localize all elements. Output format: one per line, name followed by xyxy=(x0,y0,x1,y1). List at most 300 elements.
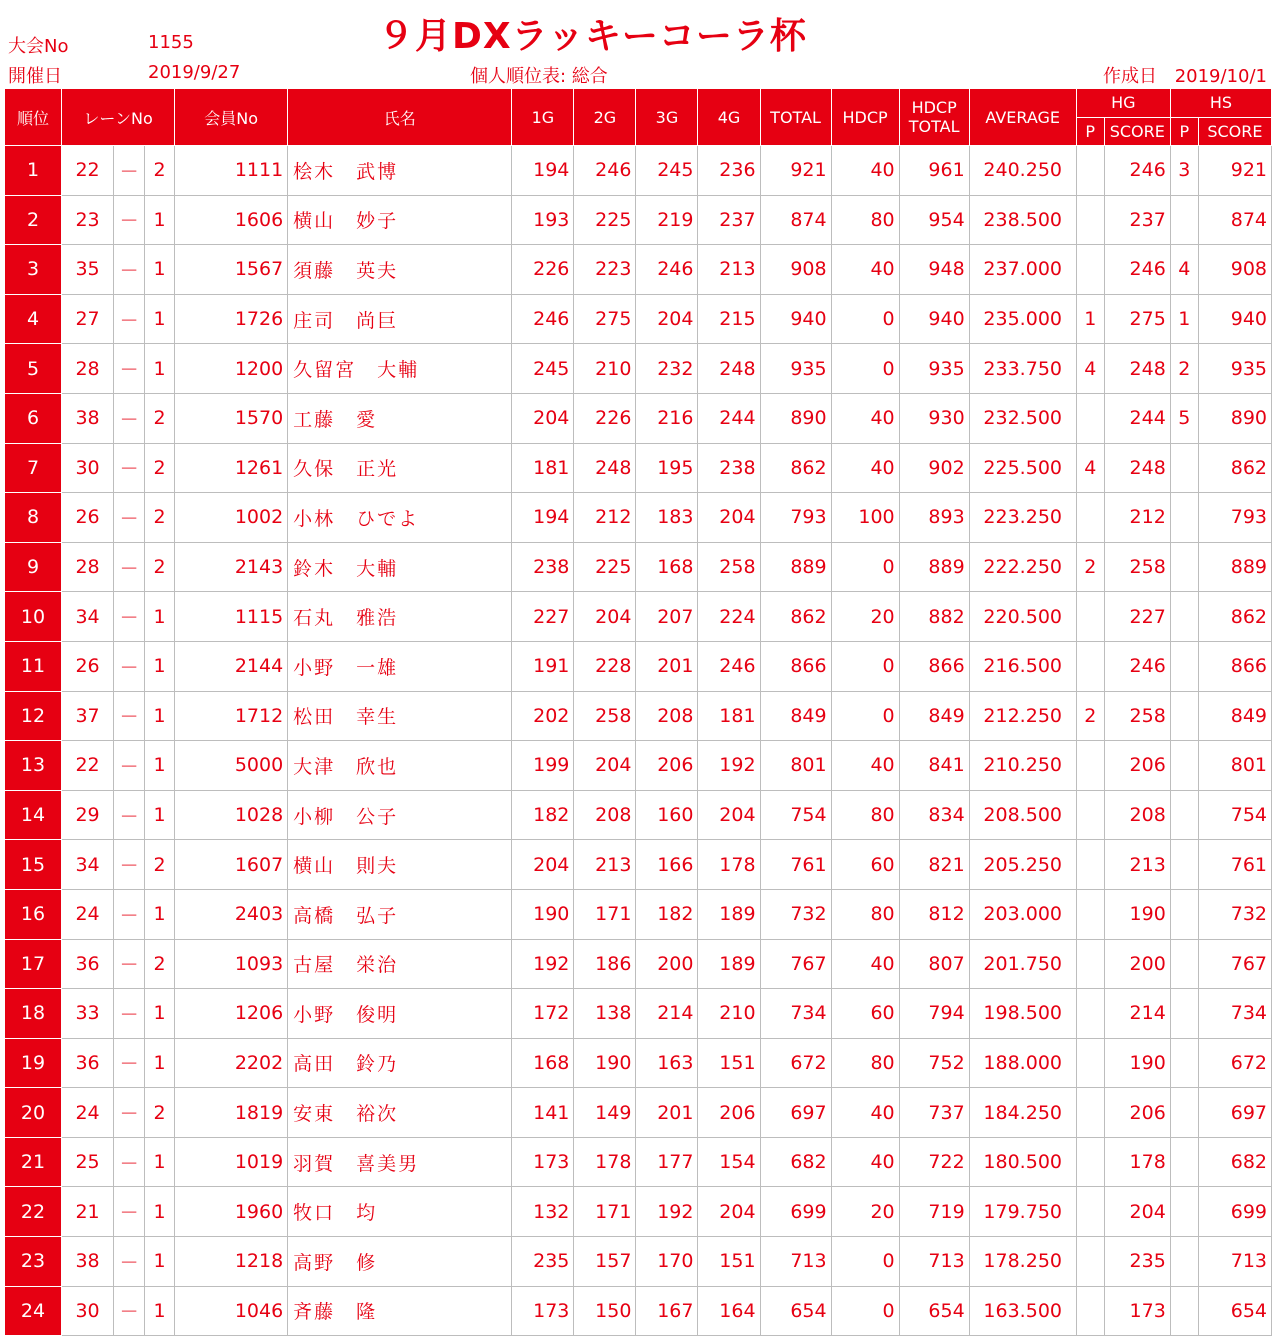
hs-score-cell: 754 xyxy=(1198,790,1271,840)
hg-score-cell: 212 xyxy=(1104,493,1170,543)
hdcp-total-cell: 841 xyxy=(899,741,969,791)
table-row xyxy=(5,741,1272,791)
hg-p-cell xyxy=(1076,1038,1104,1088)
game4-cell: 224 xyxy=(698,592,760,642)
rank-cell: 8 xyxy=(5,493,62,543)
total-cell: 935 xyxy=(760,344,831,394)
rank-cell: 18 xyxy=(5,989,62,1039)
hdcp-total-cell: 794 xyxy=(899,989,969,1039)
hg-score-cell: 204 xyxy=(1104,1187,1170,1237)
hs-p-cell xyxy=(1170,1237,1198,1287)
hs-score-cell: 697 xyxy=(1198,1088,1271,1138)
hg-score-cell: 237 xyxy=(1104,195,1170,245)
lane-a-cell: 38 xyxy=(62,393,114,443)
hg-p-cell xyxy=(1076,1137,1104,1187)
total-cell: 921 xyxy=(760,146,831,196)
lane-dash: － xyxy=(114,790,145,840)
hs-score-cell: 761 xyxy=(1198,840,1271,890)
hdcp-cell: 0 xyxy=(831,294,899,344)
hdcp-total-cell: 654 xyxy=(899,1286,969,1336)
hs-score-cell: 654 xyxy=(1198,1286,1271,1336)
name-cell: 牧口 均 xyxy=(288,1187,512,1237)
rank-cell: 19 xyxy=(5,1038,62,1088)
game2-cell: 171 xyxy=(574,1187,636,1237)
game3-cell: 160 xyxy=(636,790,698,840)
total-cell: 734 xyxy=(760,989,831,1039)
hs-p-cell xyxy=(1170,989,1198,1039)
hs-score-cell: 849 xyxy=(1198,691,1271,741)
member-no-cell: 1200 xyxy=(175,344,288,394)
lane-dash: － xyxy=(114,840,145,890)
game2-cell: 178 xyxy=(574,1137,636,1187)
name-cell: 古屋 栄治 xyxy=(288,939,512,989)
game1-cell: 190 xyxy=(512,889,574,939)
hs-score-cell: 713 xyxy=(1198,1237,1271,1287)
total-cell: 874 xyxy=(760,195,831,245)
hdcp-cell: 0 xyxy=(831,1237,899,1287)
created-date-block xyxy=(1103,62,1267,88)
name-cell: 高橋 弘子 xyxy=(288,889,512,939)
table-row xyxy=(5,1286,1272,1336)
game1-cell: 245 xyxy=(512,344,574,394)
total-cell: 793 xyxy=(760,493,831,543)
hs-p-cell xyxy=(1170,493,1198,543)
average-cell: 179.750 xyxy=(969,1187,1076,1237)
hdcp-cell: 20 xyxy=(831,592,899,642)
lane-a-cell: 22 xyxy=(62,741,114,791)
game2-cell: 258 xyxy=(574,691,636,741)
lane-dash: － xyxy=(114,1237,145,1287)
name-cell: 斉藤 隆 xyxy=(288,1286,512,1336)
hg-p-cell xyxy=(1076,939,1104,989)
game1-cell: 204 xyxy=(512,840,574,890)
game1-cell: 181 xyxy=(512,443,574,493)
game2-cell: 171 xyxy=(574,889,636,939)
hs-p-cell xyxy=(1170,1137,1198,1187)
lane-b-cell: 2 xyxy=(145,443,175,493)
game2-cell: 212 xyxy=(574,493,636,543)
name-cell: 高野 修 xyxy=(288,1237,512,1287)
hs-score-cell: 672 xyxy=(1198,1038,1271,1088)
name-cell: 久保 正光 xyxy=(288,443,512,493)
game4-cell: 189 xyxy=(698,939,760,989)
hg-p-cell xyxy=(1076,989,1104,1039)
table-row xyxy=(5,393,1272,443)
name-cell: 小野 一雄 xyxy=(288,641,512,691)
game1-cell: 172 xyxy=(512,989,574,1039)
lane-a-cell: 36 xyxy=(62,1038,114,1088)
game2-cell: 223 xyxy=(574,245,636,295)
lane-b-cell: 2 xyxy=(145,939,175,989)
hdcp-cell: 40 xyxy=(831,393,899,443)
hdcp-total-cell: 737 xyxy=(899,1088,969,1138)
table-row xyxy=(5,1038,1272,1088)
date-label: 開催日 xyxy=(8,66,62,87)
lane-a-cell: 27 xyxy=(62,294,114,344)
hdcp-total-cell: 719 xyxy=(899,1187,969,1237)
hdcp-cell: 40 xyxy=(831,741,899,791)
hg-p-cell: 2 xyxy=(1076,542,1104,592)
lane-a-cell: 36 xyxy=(62,939,114,989)
hg-p-cell: 1 xyxy=(1076,294,1104,344)
hdcp-total-cell: 940 xyxy=(899,294,969,344)
col-hs-p: P xyxy=(1170,117,1198,146)
col-hg-p: P xyxy=(1076,117,1104,146)
average-cell: 232.500 xyxy=(969,393,1076,443)
average-cell: 198.500 xyxy=(969,989,1076,1039)
hg-p-cell xyxy=(1076,1088,1104,1138)
hdcp-cell: 0 xyxy=(831,641,899,691)
game2-cell: 204 xyxy=(574,592,636,642)
hs-p-cell xyxy=(1170,1088,1198,1138)
member-no-cell: 5000 xyxy=(175,741,288,791)
rank-cell: 17 xyxy=(5,939,62,989)
total-cell: 672 xyxy=(760,1038,831,1088)
hg-score-cell: 248 xyxy=(1104,344,1170,394)
game1-cell: 191 xyxy=(512,641,574,691)
table-body xyxy=(5,146,1272,1336)
member-no-cell: 1028 xyxy=(175,790,288,840)
hdcp-total-cell: 866 xyxy=(899,641,969,691)
lane-b-cell: 2 xyxy=(145,493,175,543)
hdcp-cell: 0 xyxy=(831,542,899,592)
rank-cell: 5 xyxy=(5,344,62,394)
col-1g: 1G xyxy=(512,89,574,146)
hg-score-cell: 246 xyxy=(1104,146,1170,196)
lane-b-cell: 1 xyxy=(145,1237,175,1287)
lane-a-cell: 34 xyxy=(62,592,114,642)
hs-score-cell: 866 xyxy=(1198,641,1271,691)
game4-cell: 210 xyxy=(698,989,760,1039)
game4-cell: 246 xyxy=(698,641,760,691)
lane-a-cell: 28 xyxy=(62,542,114,592)
game2-cell: 225 xyxy=(574,195,636,245)
event-date: 2019/9/27 xyxy=(148,62,241,83)
hg-score-cell: 190 xyxy=(1104,889,1170,939)
lane-a-cell: 26 xyxy=(62,641,114,691)
game3-cell: 192 xyxy=(636,1187,698,1237)
lane-a-cell: 25 xyxy=(62,1137,114,1187)
hg-p-cell xyxy=(1076,889,1104,939)
lane-dash: － xyxy=(114,393,145,443)
hg-p-cell xyxy=(1076,393,1104,443)
average-cell: 240.250 xyxy=(969,146,1076,196)
hg-p-cell xyxy=(1076,146,1104,196)
hdcp-total-cell: 930 xyxy=(899,393,969,443)
table-row xyxy=(5,790,1272,840)
lane-a-cell: 34 xyxy=(62,840,114,890)
hdcp-cell: 0 xyxy=(831,1286,899,1336)
lane-dash: － xyxy=(114,344,145,394)
member-no-cell: 1819 xyxy=(175,1088,288,1138)
hdcp-total-cell: 849 xyxy=(899,691,969,741)
tournament-no-label: 大会No xyxy=(8,36,69,57)
game3-cell: 207 xyxy=(636,592,698,642)
hdcp-cell: 40 xyxy=(831,443,899,493)
game4-cell: 204 xyxy=(698,790,760,840)
member-no-cell: 2143 xyxy=(175,542,288,592)
hg-score-cell: 178 xyxy=(1104,1137,1170,1187)
game2-cell: 150 xyxy=(574,1286,636,1336)
lane-dash: － xyxy=(114,989,145,1039)
hdcp-total-cell: 902 xyxy=(899,443,969,493)
game4-cell: 204 xyxy=(698,493,760,543)
lane-dash: － xyxy=(114,641,145,691)
average-cell: 233.750 xyxy=(969,344,1076,394)
lane-b-cell: 1 xyxy=(145,741,175,791)
created-date: 2019/10/1 xyxy=(1174,66,1267,87)
rank-cell: 13 xyxy=(5,741,62,791)
member-no-cell: 1206 xyxy=(175,989,288,1039)
average-cell: 201.750 xyxy=(969,939,1076,989)
game2-cell: 213 xyxy=(574,840,636,890)
game1-cell: 238 xyxy=(512,542,574,592)
total-cell: 713 xyxy=(760,1237,831,1287)
name-cell: 高田 鈴乃 xyxy=(288,1038,512,1088)
name-cell: 桧木 武博 xyxy=(288,146,512,196)
game1-cell: 226 xyxy=(512,245,574,295)
name-cell: 鈴木 大輔 xyxy=(288,542,512,592)
game3-cell: 201 xyxy=(636,641,698,691)
average-cell: 235.000 xyxy=(969,294,1076,344)
hdcp-total-cell: 954 xyxy=(899,195,969,245)
lane-b-cell: 1 xyxy=(145,1137,175,1187)
total-cell: 889 xyxy=(760,542,831,592)
lane-dash: － xyxy=(114,542,145,592)
lane-b-cell: 1 xyxy=(145,592,175,642)
rank-cell: 4 xyxy=(5,294,62,344)
lane-b-cell: 1 xyxy=(145,989,175,1039)
hg-p-cell xyxy=(1076,741,1104,791)
hg-score-cell: 200 xyxy=(1104,939,1170,989)
average-cell: 184.250 xyxy=(969,1088,1076,1138)
hdcp-cell: 80 xyxy=(831,1038,899,1088)
average-cell: 178.250 xyxy=(969,1237,1076,1287)
total-cell: 862 xyxy=(760,443,831,493)
member-no-cell: 1960 xyxy=(175,1187,288,1237)
rank-cell: 23 xyxy=(5,1237,62,1287)
member-no-cell: 1261 xyxy=(175,443,288,493)
page-subtitle: 個人順位表: 総合 xyxy=(470,66,608,87)
game1-cell: 194 xyxy=(512,493,574,543)
total-cell: 654 xyxy=(760,1286,831,1336)
lane-dash: － xyxy=(114,195,145,245)
hs-score-cell: 862 xyxy=(1198,443,1271,493)
col-total: TOTAL xyxy=(760,89,831,146)
hdcp-total-cell: 935 xyxy=(899,344,969,394)
game1-cell: 141 xyxy=(512,1088,574,1138)
total-cell: 697 xyxy=(760,1088,831,1138)
col-hdcp-total-line1: HDCP xyxy=(911,98,957,117)
lane-b-cell: 1 xyxy=(145,1038,175,1088)
game2-cell: 210 xyxy=(574,344,636,394)
lane-a-cell: 24 xyxy=(62,1088,114,1138)
game3-cell: 201 xyxy=(636,1088,698,1138)
game3-cell: 170 xyxy=(636,1237,698,1287)
game1-cell: 173 xyxy=(512,1286,574,1336)
game4-cell: 206 xyxy=(698,1088,760,1138)
game4-cell: 238 xyxy=(698,443,760,493)
game4-cell: 215 xyxy=(698,294,760,344)
hs-p-cell xyxy=(1170,1038,1198,1088)
hdcp-total-cell: 821 xyxy=(899,840,969,890)
member-no-cell: 1093 xyxy=(175,939,288,989)
game1-cell: 199 xyxy=(512,741,574,791)
hs-score-cell: 940 xyxy=(1198,294,1271,344)
col-hdcp-total xyxy=(899,89,969,146)
hg-p-cell xyxy=(1076,592,1104,642)
game3-cell: 182 xyxy=(636,889,698,939)
rank-cell: 3 xyxy=(5,245,62,295)
name-cell: 工藤 愛 xyxy=(288,393,512,443)
rank-cell: 16 xyxy=(5,889,62,939)
game1-cell: 192 xyxy=(512,939,574,989)
game4-cell: 244 xyxy=(698,393,760,443)
hdcp-cell: 60 xyxy=(831,989,899,1039)
hs-score-cell: 921 xyxy=(1198,146,1271,196)
hdcp-total-cell: 961 xyxy=(899,146,969,196)
hs-p-cell xyxy=(1170,195,1198,245)
game2-cell: 226 xyxy=(574,393,636,443)
hdcp-total-cell: 812 xyxy=(899,889,969,939)
lane-a-cell: 24 xyxy=(62,889,114,939)
hg-score-cell: 206 xyxy=(1104,1088,1170,1138)
lane-b-cell: 2 xyxy=(145,840,175,890)
game2-cell: 190 xyxy=(574,1038,636,1088)
lane-a-cell: 30 xyxy=(62,443,114,493)
lane-dash: － xyxy=(114,294,145,344)
hdcp-total-cell: 834 xyxy=(899,790,969,840)
game2-cell: 157 xyxy=(574,1237,636,1287)
game4-cell: 154 xyxy=(698,1137,760,1187)
game3-cell: 245 xyxy=(636,146,698,196)
rank-cell: 12 xyxy=(5,691,62,741)
table-row xyxy=(5,1088,1272,1138)
rank-cell: 9 xyxy=(5,542,62,592)
average-cell: 210.250 xyxy=(969,741,1076,791)
game3-cell: 214 xyxy=(636,989,698,1039)
hs-p-cell: 2 xyxy=(1170,344,1198,394)
member-no-cell: 1570 xyxy=(175,393,288,443)
col-hg: HG xyxy=(1076,89,1170,118)
game1-cell: 194 xyxy=(512,146,574,196)
hs-p-cell xyxy=(1170,790,1198,840)
rank-cell: 21 xyxy=(5,1137,62,1187)
hdcp-total-cell: 807 xyxy=(899,939,969,989)
hs-score-cell: 889 xyxy=(1198,542,1271,592)
game3-cell: 163 xyxy=(636,1038,698,1088)
member-no-cell: 1019 xyxy=(175,1137,288,1187)
average-cell: 222.250 xyxy=(969,542,1076,592)
game2-cell: 248 xyxy=(574,443,636,493)
lane-b-cell: 2 xyxy=(145,393,175,443)
name-cell: 小柳 公子 xyxy=(288,790,512,840)
hdcp-total-cell: 948 xyxy=(899,245,969,295)
average-cell: 238.500 xyxy=(969,195,1076,245)
rank-cell: 22 xyxy=(5,1187,62,1237)
lane-dash: － xyxy=(114,493,145,543)
hg-score-cell: 235 xyxy=(1104,1237,1170,1287)
table-row xyxy=(5,1187,1272,1237)
member-no-cell: 1712 xyxy=(175,691,288,741)
hs-p-cell xyxy=(1170,840,1198,890)
lane-a-cell: 30 xyxy=(62,1286,114,1336)
hs-score-cell: 767 xyxy=(1198,939,1271,989)
hdcp-cell: 80 xyxy=(831,790,899,840)
member-no-cell: 1111 xyxy=(175,146,288,196)
game3-cell: 168 xyxy=(636,542,698,592)
game4-cell: 204 xyxy=(698,1187,760,1237)
game4-cell: 151 xyxy=(698,1237,760,1287)
name-cell: 久留宮 大輔 xyxy=(288,344,512,394)
hg-p-cell xyxy=(1076,641,1104,691)
hs-p-cell: 3 xyxy=(1170,146,1198,196)
hg-p-cell: 4 xyxy=(1076,344,1104,394)
average-cell: 208.500 xyxy=(969,790,1076,840)
member-no-cell: 1567 xyxy=(175,245,288,295)
game3-cell: 208 xyxy=(636,691,698,741)
game2-cell: 275 xyxy=(574,294,636,344)
name-cell: 小野 俊明 xyxy=(288,989,512,1039)
hg-p-cell xyxy=(1076,1237,1104,1287)
game1-cell: 227 xyxy=(512,592,574,642)
average-cell: 237.000 xyxy=(969,245,1076,295)
game3-cell: 177 xyxy=(636,1137,698,1187)
table-header xyxy=(5,89,1272,146)
hs-p-cell xyxy=(1170,1286,1198,1336)
hs-score-cell: 862 xyxy=(1198,592,1271,642)
game3-cell: 183 xyxy=(636,493,698,543)
total-cell: 754 xyxy=(760,790,831,840)
average-cell: 203.000 xyxy=(969,889,1076,939)
rank-cell: 15 xyxy=(5,840,62,890)
name-cell: 大津 欣也 xyxy=(288,741,512,791)
total-cell: 801 xyxy=(760,741,831,791)
game2-cell: 204 xyxy=(574,741,636,791)
total-cell: 767 xyxy=(760,939,831,989)
hg-score-cell: 244 xyxy=(1104,393,1170,443)
hg-p-cell xyxy=(1076,1286,1104,1336)
hg-p-cell: 2 xyxy=(1076,691,1104,741)
lane-a-cell: 23 xyxy=(62,195,114,245)
total-cell: 732 xyxy=(760,889,831,939)
hs-p-cell xyxy=(1170,691,1198,741)
average-cell: 212.250 xyxy=(969,691,1076,741)
hs-p-cell xyxy=(1170,592,1198,642)
table-row xyxy=(5,195,1272,245)
hg-score-cell: 275 xyxy=(1104,294,1170,344)
lane-a-cell: 28 xyxy=(62,344,114,394)
lane-b-cell: 1 xyxy=(145,641,175,691)
hdcp-cell: 20 xyxy=(831,1187,899,1237)
member-no-cell: 1606 xyxy=(175,195,288,245)
lane-b-cell: 2 xyxy=(145,146,175,196)
hs-score-cell: 682 xyxy=(1198,1137,1271,1187)
total-cell: 908 xyxy=(760,245,831,295)
hdcp-total-cell: 882 xyxy=(899,592,969,642)
lane-a-cell: 26 xyxy=(62,493,114,543)
game2-cell: 208 xyxy=(574,790,636,840)
hs-p-cell xyxy=(1170,939,1198,989)
hs-p-cell: 1 xyxy=(1170,294,1198,344)
rank-cell: 11 xyxy=(5,641,62,691)
col-2g: 2G xyxy=(574,89,636,146)
table-row xyxy=(5,146,1272,196)
page-title: ９月DXラッキーコーラ杯 xyxy=(378,16,807,57)
game2-cell: 225 xyxy=(574,542,636,592)
hg-score-cell: 173 xyxy=(1104,1286,1170,1336)
col-hs: HS xyxy=(1170,89,1271,118)
